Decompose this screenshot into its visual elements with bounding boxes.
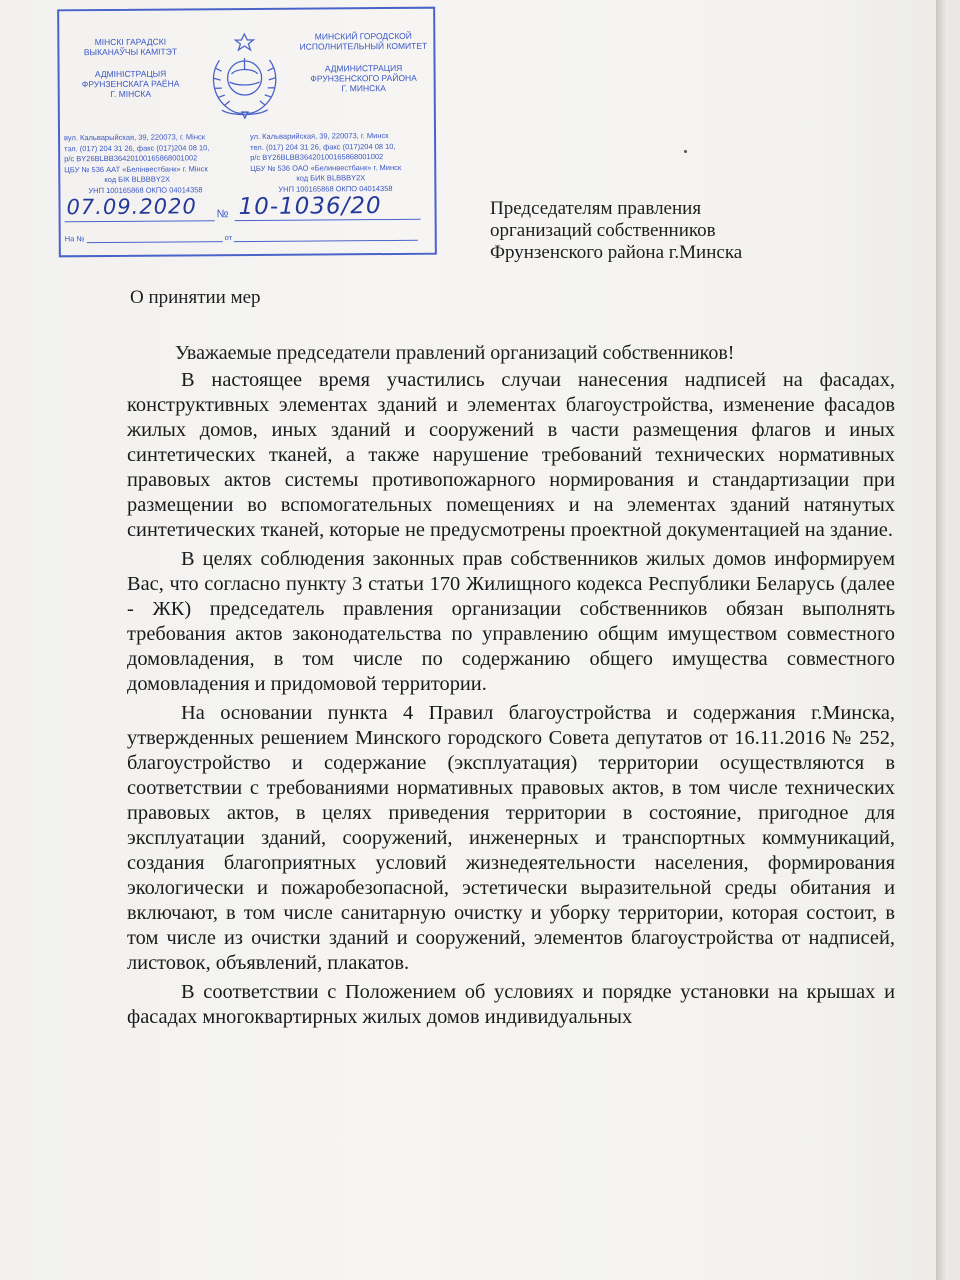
stamp-reference-line: На № от (65, 231, 419, 243)
paragraph: В соответствии с Положением об условиях и порядке установки на крышах и фасадах многоквартирных жилых домов индивидуальных (127, 981, 895, 1028)
paragraph: В целях соблюдения законных прав собственников жилых домов информируем Вас, что согласно пункту 3 статьи 170 Жилищного кодекса Республики Беларусь (далее - ЖК) председатель правления организации собственников обязан выполнять требования актов законодательства по управлению общим имуществом совместного домовладения, в том числе по содержанию общего имущества совместного домовладения и придомовой территории. (127, 548, 895, 695)
letter-body (127, 368, 895, 1030)
letter-greeting: Уважаемые председатели правлений организаций собственников! (175, 342, 735, 364)
paragraph: На основании пункта 4 Правил благоустройства и содержания г.Минска, утвержденных решением Минского городского Совета депутатов от 16.11.2016 № 252, благоустройство и содержание (эксплуатация) территории осуществляются в соответствии с требованиями нормативных правовых актов, в том числе технических правовых актов, в целях приведения территории в состояние, пригодное для эксплуатации зданий, сооружений, инженерных и транспортных коммуникаций, создания благоприятных условий жизнедеятельности населения, формирования экологически и пожаробезопасной, эстетически выразительной среды обитания и включают, в том числе санитарную очистку и уборку территории, которая состоит, в том числе из очистки зданий и сооружений, элементов благоустройства от надписей, листовок, объявлений, плакатов. (127, 702, 895, 974)
page-edge-shadow (936, 0, 948, 1280)
paragraph: В настоящее время участились случаи нанесения надписей на фасадах, конструктивных элементах зданий и элементах благоустройства, изменение фасадов жилых домов, иных зданий и сооружений в части размещения флагов и иных синтетических тканей, а также нарушение требований технических нормативных правовых актов системы противопожарного нормирования и стандартизации при размещении во вспомогательных помещениях и на элементах зданий натянутых синтетических тканей, которые не предусмотрены проектной документацией на здание. (127, 369, 895, 541)
belarus-emblem-icon (201, 30, 288, 121)
stamp-org-by: МІНСКІ ГАРАДСКІ ВЫКАНАЎЧЫ КАМІТЭТ АДМІНІСТРАЦЫЯ ФРУНЗЕНСКАГА РАЁНА Г. МІНСКА (81, 36, 180, 99)
paper-speck (684, 150, 687, 153)
registration-stamp (57, 7, 437, 258)
handwritten-date: 07.09.2020 (66, 194, 197, 220)
letter-subject: О принятии мер (130, 287, 261, 308)
handwritten-number: 10-1036/20 (238, 193, 382, 221)
number-sign: № (216, 208, 229, 221)
stamp-requisites-by: вул. Кальварыйская, 39, 220073, г. Мінск тэл. (017) 204 31 26, факс (017)204 08 10, р/с BY26BLBB36420100165868001002 ЦБУ № 536 ААТ «Белінвестбанк» г. Мінск код БІК BLBBBY2X УНП 100165868 ОКПО 04014358 (64, 132, 210, 196)
addressee-block: Председателям правления организаций собственников Фрунзенского района г.Минска (490, 198, 743, 263)
stamp-org-ru: МИНСКИЙ ГОРОДСКОЙ ИСПОЛНИТЕЛЬНЫЙ КОМИТЕТ АДМИНИСТРАЦИЯ ФРУНЗЕНСКОГО РАЙОНА Г. МИНСКА (299, 30, 428, 94)
stamp-requisites-ru: ул. Кальварийская, 39, 220073, г. Минск тел. (017) 204 31 26, факс (017)204 08 10, р/с BY26BLBB36420100165868001002 ЦБУ № 536 ОАО «Белинвестбанк» г. Минск код БИК BLBBBY2X УНП 100165868 ОКПО 04014358 (249, 131, 402, 194)
